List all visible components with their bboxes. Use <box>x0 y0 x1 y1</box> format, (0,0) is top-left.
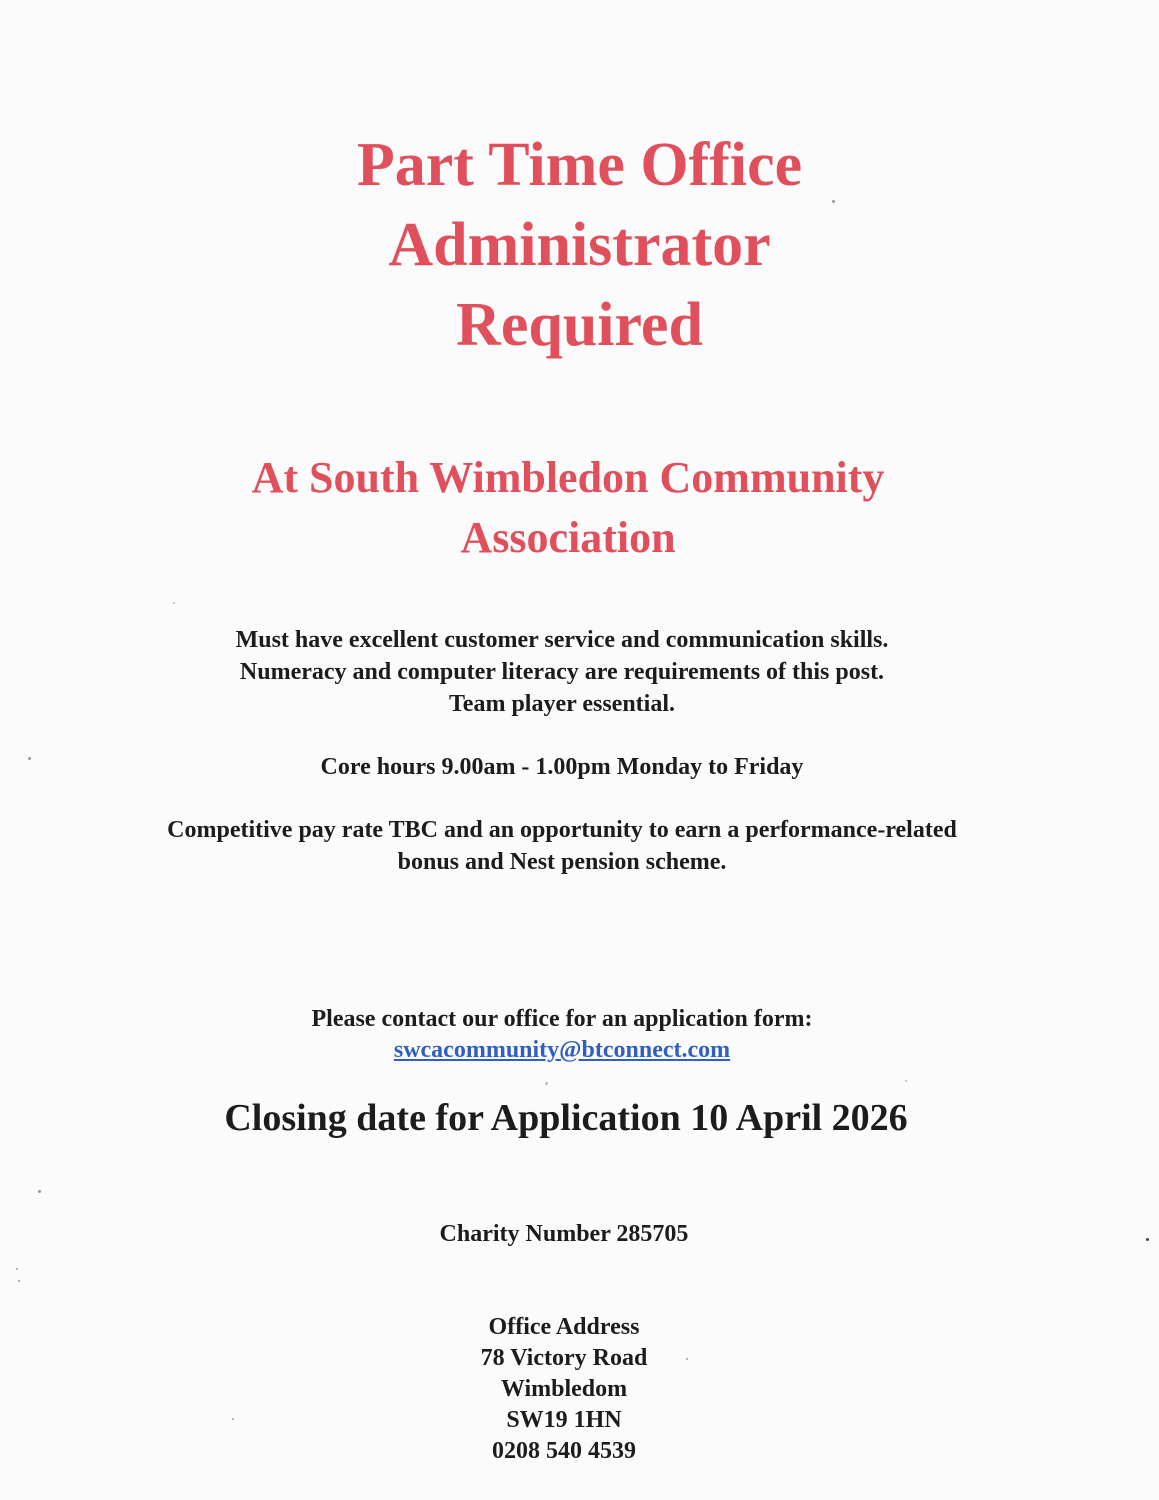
scan-speck <box>1146 1238 1149 1241</box>
contact-email-row <box>0 1034 1124 1066</box>
title-line-3: Required <box>456 291 703 359</box>
scan-speck <box>905 1080 907 1082</box>
subtitle-line-2: Association <box>460 513 676 562</box>
scan-speck <box>28 757 31 760</box>
scan-speck <box>173 602 175 604</box>
requirement-line-1: Must have excellent customer service and communication skills. <box>235 627 889 653</box>
scan-speck <box>16 1268 18 1270</box>
subtitle-line-1: At South Wimbledon Community <box>251 453 885 502</box>
address-postcode: SW19 1HN <box>506 1407 622 1433</box>
scan-speck <box>232 1418 234 1420</box>
pay-line-1: Competitive pay rate TBC and an opportunity to earn a performance-related <box>167 817 957 843</box>
charity-number: Charity Number 285705 <box>439 1221 689 1247</box>
contact-prompt: Please contact our office for an application form: <box>311 1006 813 1032</box>
scan-speck <box>18 1280 20 1282</box>
scan-speck <box>686 1358 688 1360</box>
requirement-line-2: Numeracy and computer literacy are requirements of this post. <box>239 659 885 685</box>
scan-speck <box>545 1082 548 1085</box>
closing-date: Closing date for Application 10 April 2026 <box>224 1097 908 1139</box>
core-hours: Core hours 9.00am - 1.00pm Monday to Friday <box>320 754 804 780</box>
pay-line-2: bonus and Nest pension scheme. <box>397 849 727 875</box>
contact-email-link[interactable]: swcacommunity@btconnect.com <box>393 1037 731 1063</box>
title-line-1: Part Time Office <box>356 131 803 199</box>
scan-speck <box>832 200 835 203</box>
address-street: 78 Victory Road <box>480 1345 648 1371</box>
address-heading: Office Address <box>488 1314 640 1340</box>
title-line-2: Administrator <box>388 211 771 279</box>
requirement-line-3: Team player essential. <box>449 691 675 717</box>
scan-speck <box>38 1190 41 1193</box>
address-town: Wimbledom <box>500 1376 628 1402</box>
address-phone: 0208 540 4539 <box>492 1438 636 1464</box>
